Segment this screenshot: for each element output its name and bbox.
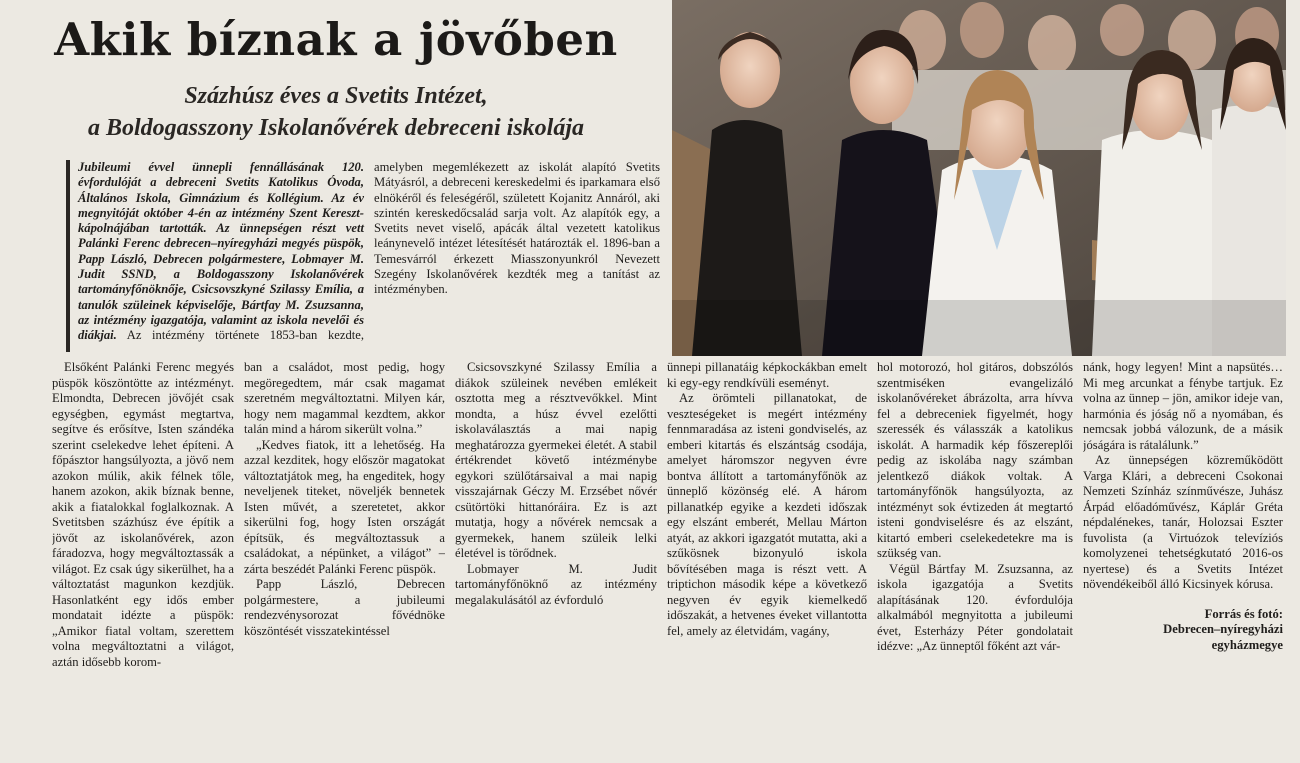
text-column-4 bbox=[667, 360, 867, 758]
photo-credit-line-3: egyházmegye bbox=[1211, 637, 1283, 652]
paragraph: Elsőként Palánki Ferenc megyés püspök köszöntötte az intézményt. Elmondta, Debrecen jövőjét csak egységben, egymást megtartva, segítve és erősítve, Isten szándéka szerint cselekedve lehet építeni. A főpásztor hangsúlyozta, a jövő nem azokon múlik, akik félnek tőle, hanem azokon, akik bíznak benne, akik a fiatalokkal foglalkoznak. A Svetitsben százhúsz éve építik a jövőt az iskolanővérek, azon fáradozva, hogy megváltoztassák a világot. Ez csak úgy sikerülhet, ha a változtatást magunkon kezdjük. Hasonlatként egy idős ember mondatait idézte a püspök: „Amikor fiatal voltam, szerettem volna megváltoztatni a világot, aztán idősebb korom- bbox=[52, 360, 234, 669]
paragraph: ban a családot, most pedig, hogy megöregedtem, már csak magamat szeretném megváltoztatni. Milyen kár, hogy nem magammal kezdtem, akkor talán mind a három sikerült volna.” bbox=[244, 360, 445, 436]
lead-paragraph bbox=[66, 160, 660, 352]
paragraph: Csicsovszkyné Szilassy Emília a diákok szüleinek nevében emlékeit osztotta meg a résztvevőkkel. Mint mondta, a húsz évvel ezelőtti iskolaválasztás a mai napig meghatározza gyermekei életét. A stabil értékrendet követő intézménybe egykori szülőtársaival a mai napig visszajárnak Géczy M. Erzsébet nővér csütörtöki hittanóráira. Ez is azt mutatja, hogy a nővérek nemcsak a gyermekek, hanem szüleik lelki életével is törődnek. bbox=[455, 360, 657, 560]
text-column-2 bbox=[244, 360, 445, 758]
headline: Akik bíznak a jövőben bbox=[54, 13, 618, 66]
subtitle-line-2: a Boldogasszony Iskolanővérek debreceni iskolája bbox=[88, 115, 584, 141]
paragraph: Végül Bártfay M. Zsuzsanna, az iskola igazgatója a Svetits alapításának 120. évfordulója alkalmából megnyitotta a jubileumi évet, Esterházy Péter gondolatait idézve: „Az ünneptől főként azt vár- bbox=[877, 561, 1073, 653]
paragraph: Az ünnepségen közreműködött Varga Klári, a debreceni Csokonai Nemzeti Színház színművésze, Juhász Árpád előadóművész, Káplár Gréta népdalénekes, tanár, Holozsai Eszter fuvolista (a Virtuózok televíziós komolyzenei tehetségkutató 2016-os nyertese) és a Svetits Intézet növendékeiből álló Kicsinyek kórusa. bbox=[1083, 453, 1283, 591]
paragraph: Az örömteli pillanatokat, de veszteségeket is megért intézmény fennmaradása az isteni gondviselés, az emberi kitartás és elszántság csodája, amelyet háromszor negyven évre bontva állított a tartományfőnök az ünneplő közönség elé. A három pillanatkép egyike a kezdeti időszak egy elszánt emberét, Mellau Márton atyát, az akkori igazgatót mutatta, aki a szűkösnek bizonyuló iskola bővítésében maga is részt vett. A triptichon második képe a következő negyven év egyik kiemelkedő időszakát, a hetvenes éveket villantotta fel, amely az életvidám, vagány, bbox=[667, 391, 867, 638]
photo-credit-line-1: Forrás és fotó: bbox=[1204, 606, 1283, 621]
paragraph: Papp László, Debrecen polgármestere, a jubileumi rendezvénysorozat fővédnöke köszöntését visszatekintéssel bbox=[244, 577, 445, 638]
text-column-1 bbox=[52, 360, 234, 758]
subtitle-line-1: Százhúsz éves a Svetits Intézet, bbox=[184, 83, 488, 109]
paragraph: ünnepi pillanatáig képkockákban emelt ki egy-egy rendkívüli eseményt. bbox=[667, 360, 867, 390]
article-photo bbox=[672, 0, 1286, 356]
paragraph: hol motorozó, hol gitáros, dobszólós szentmiséken evangelizáló iskolanővéreket ábrázolta, arra hívva fel a debreceniek figyelmét, hogy szeressék és válasszák a katolikus iskolát. A harmadik kép főszereplői pedig az iskolába nagy számban jelentkező diákok voltak. A tartományfőnök hangsúlyozta, az intézményt sok évtizeden át megtartó isteni gondviselésre és az elszánt, kitartó emberi cselekedetekre ma is szükség van. bbox=[877, 360, 1073, 560]
text-column-3 bbox=[455, 360, 657, 758]
photo-credit-line-2: Debrecen–nyíregyházi bbox=[1163, 622, 1283, 636]
lead-rest: Az intézmény története 1853-ban kezdte, amelyben megemlékezett az iskolát alapító Svetits Mátyásról, a debreceni kereskedelmi és iparkamara első elnökéről és feleségéről, született Kojanitz Annáról, aki szintén kereskedőcsalád sarja volt. Az alapítók egy, a Svetits nevet viselő, apácák által vezetett katolikus leánynevelő intézet létesítését határozták el. 1896-ban a Temesvárról érkezett Miasszonyunkról Nevezett Szegény Iskolanővérek kezdték meg a tanítást az intézményben. bbox=[126, 160, 660, 343]
text-column-5 bbox=[877, 360, 1073, 758]
paragraph: „Kedves fiatok, itt a lehetőség. Ha azzal kezditek, hogy először magatokat változtatjátok meg, ha engeditek, hogy neveljenek titeket, növeljék bennetek Isten művét, a szeretetet, akkor sikerülni fog, hogy Isten országát építsük, és megváltoztassuk a családokat, a népünket, a világot” – zárta beszédét Palánki Ferenc püspök. bbox=[244, 437, 445, 576]
lead-intro: Jubileumi évvel ünnepli fennállásának 120. évfordulóját a debreceni Svetits Katolikus Óvoda, Általános Iskola, Gimnázium és Kollégium. Az év megnyitóját október 4-én az intézmény Szent Kereszt-kápolnájában tartották. Az ünnepségen részt vett Palánki Ferenc debrecen–nyíregyházi megyés püspök, Papp László, Debrecen polgármestere, Lobmayer M. Judit SSND, a Boldogasszony Iskolanővérek tartományfőnöknője, Csicsovszkyné Szilassy Emília, a tanulók szüleinek képviselője, Bártfay M. Zsuzsanna, az intézmény igazgatója, valamint az iskola nevelői és diákjai. bbox=[78, 160, 364, 343]
paragraph: Lobmayer M. Judit tartományfőnöknő az intézmény megalakulásától az évforduló bbox=[455, 561, 657, 607]
paragraph: nánk, hogy legyen! Mint a napsütés… Mi meg arcunkat a fénybe tartjuk. Ez volna az ünnep – jön, amikor ideje van, harmónia és jóság nő a nyomában, és nemcsak jobbá válozunk, de a másik jóságára is rátalálunk.” bbox=[1083, 360, 1283, 452]
text-column-6 bbox=[1083, 360, 1283, 758]
